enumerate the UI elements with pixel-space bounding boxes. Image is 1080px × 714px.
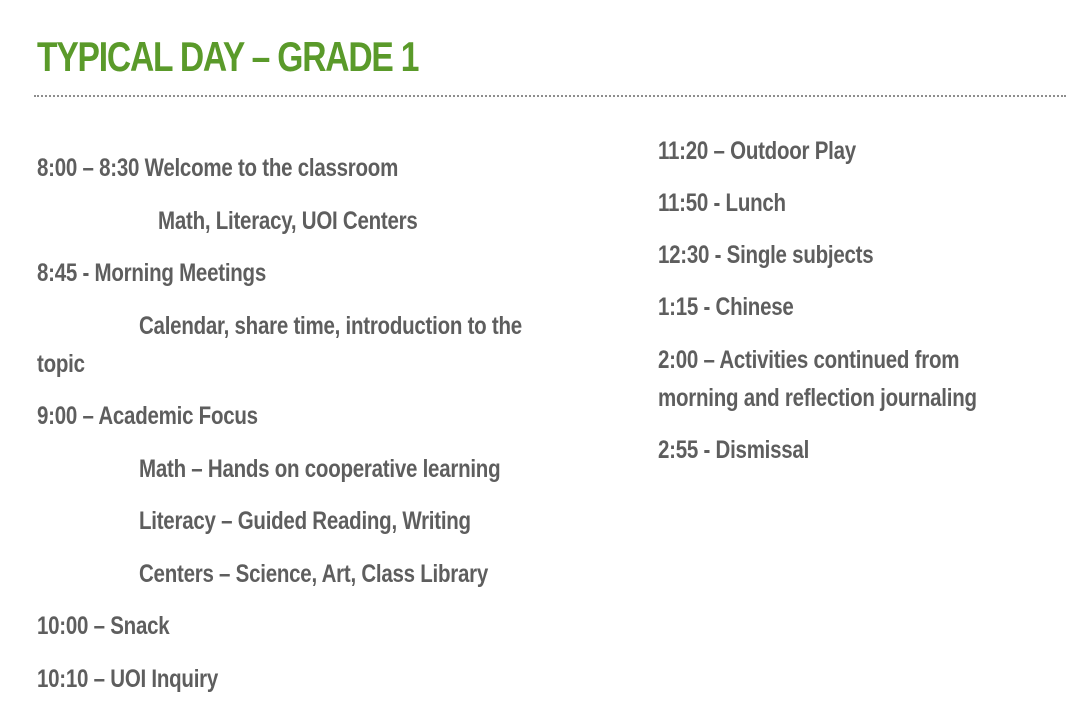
schedule-item-uoi-inquiry: 10:10 – UOI Inquiry	[37, 665, 219, 693]
schedule-item-welcome: 8:00 – 8:30 Welcome to the classroom	[37, 154, 399, 182]
schedule-item-activities-wrap: morning and reflection journaling	[658, 384, 977, 412]
schedule-item-activities: 2:00 – Activities continued from	[658, 346, 960, 374]
slide-title: TYPICAL DAY – GRADE 1	[37, 33, 419, 80]
schedule-item-morning-meetings: 8:45 - Morning Meetings	[37, 259, 266, 287]
schedule-subitem-centers-science: Centers – Science, Art, Class Library	[139, 560, 489, 588]
schedule-item-snack: 10:00 – Snack	[37, 612, 170, 640]
schedule-subitem-literacy: Literacy – Guided Reading, Writing	[139, 507, 471, 535]
schedule-subitem-centers: Math, Literacy, UOI Centers	[158, 207, 418, 235]
schedule-item-outdoor-play: 11:20 – Outdoor Play	[658, 137, 856, 165]
schedule-item-lunch: 11:50 - Lunch	[658, 189, 786, 217]
schedule-item-chinese: 1:15 - Chinese	[658, 293, 794, 321]
schedule-subitem-math: Math – Hands on cooperative learning	[139, 455, 501, 483]
schedule-item-academic-focus: 9:00 – Academic Focus	[37, 402, 258, 430]
dotted-divider	[34, 95, 1066, 97]
schedule-subitem-calendar-wrap: topic	[37, 350, 85, 378]
schedule-item-dismissal: 2:55 - Dismissal	[658, 436, 810, 464]
schedule-subitem-calendar: Calendar, share time, introduction to the	[139, 312, 522, 340]
schedule-item-single-subjects: 12:30 - Single subjects	[658, 241, 874, 269]
